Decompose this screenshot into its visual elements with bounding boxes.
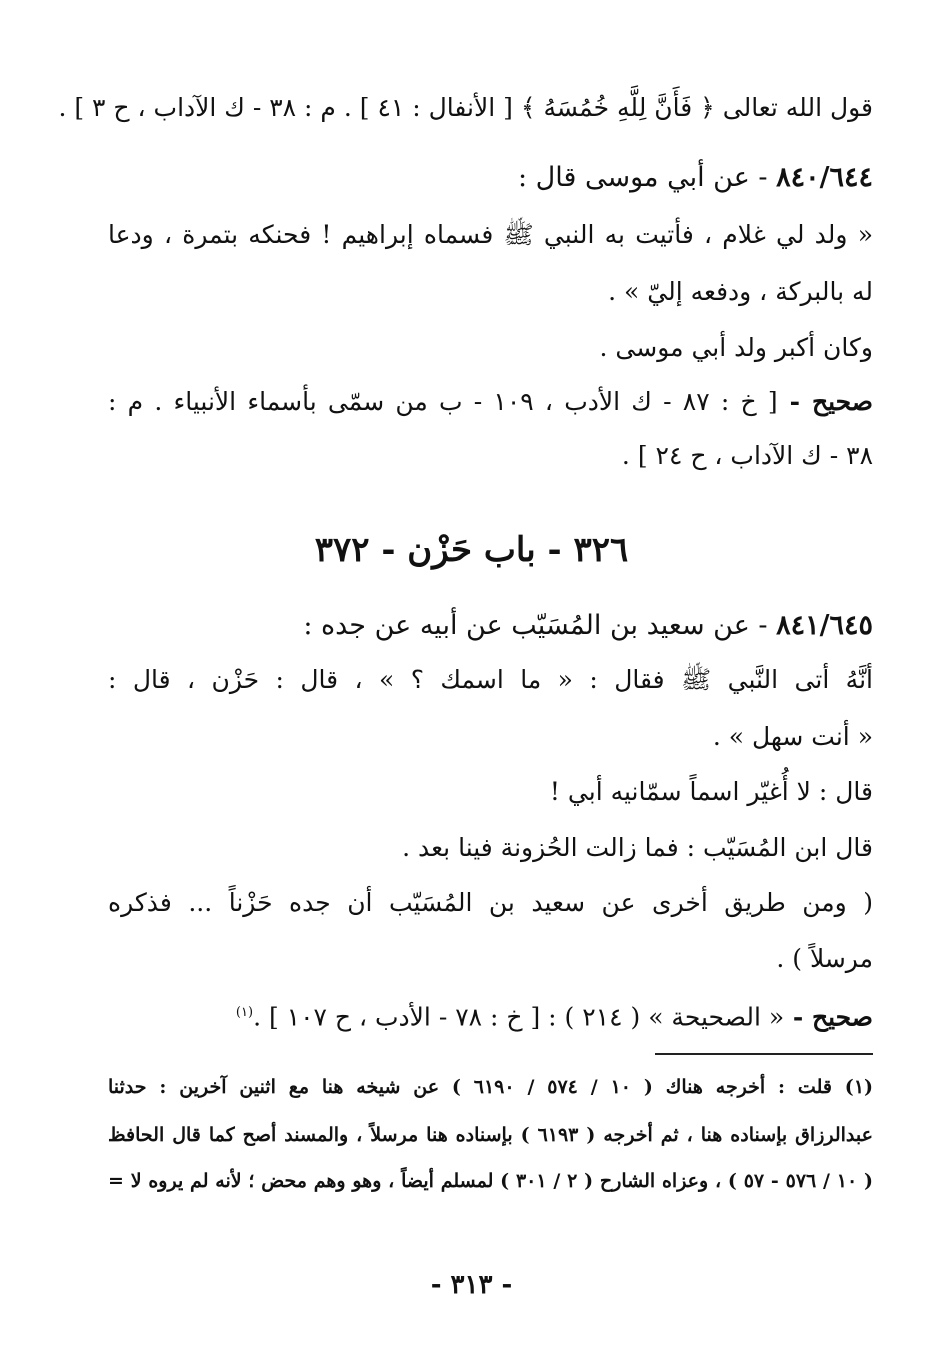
text-line-14: مرسلاً ) .: [776, 944, 873, 973]
text-line-5: وكان أكبر ولد أبي موسى .: [599, 333, 873, 362]
footnote-divider: [655, 1053, 873, 1055]
footnote-line-1: (١) قلت : أخرجه هناك ( ١٠ / ٥٧٤ / ٦١٩٠ ) عن شيخه هنا مع اثنين آخرين : حدثنا: [108, 1076, 874, 1098]
text-line-7: ٣٨ - ك الآداب ، ح ٢٤ ] .: [621, 441, 873, 470]
hadith-644-narrator: - عن أبي موسى قال :: [517, 162, 777, 193]
grading-reference: [ خ : ٨٧ - ك الأدب ، ١٠٩ - ب من سمّى بأسماء الأنبياء . م :: [108, 387, 778, 416]
text-line-12: قال ابن المُسَيّب : فما زالت الحُزونة فينا بعد .: [402, 833, 873, 862]
grading-label: صحيح -: [784, 1002, 873, 1032]
hadith-645-number: ٨٤١/٦٤٥: [776, 610, 873, 641]
grading-line-644: [108, 382, 873, 422]
text-line-3: « ولد لي غلام ، فأتيت به النبي ﷺ فسماه إبراهيم ! فحنكه بتمرة ، ودعا: [108, 220, 873, 249]
hadith-645-header: [108, 606, 873, 646]
hadith-644-number: ٨٤٠/٦٤٤: [776, 162, 873, 193]
footnote-line-3: ( ١٠ / ٥٧٦ - ٥٧ ) ، وعزاه الشارح ( ٢ / ٣٠١ ) لمسلم أيضاً ، وهو وهم محض ؛ لأنه لم يروه لا =: [108, 1170, 873, 1192]
grading-line-645: [108, 993, 873, 1037]
footnote-marker: (١): [235, 1005, 254, 1020]
chapter-heading: ٣٢٦ - باب حَزْن - ٣٧٢: [314, 530, 629, 570]
text-line-9: أنَّهُ أتى النَّبي ﷺ فقال : « ما اسمك ؟ » ، قال : حَزْن ، قال :: [108, 665, 873, 694]
grading-label: صحيح -: [777, 387, 873, 416]
text-line-1: قول الله تعالى ﴿ فَأَنَّ لِلَّهِ خُمُسَهُ ﴾ [ الأنفال : ٤١ ] . م : ٣٨ - ك الآداب ، ح ٣ ] .: [58, 93, 873, 122]
text-line-10: « أنت سهل » .: [712, 722, 873, 751]
hadith-645-narrator: - عن سعيد بن المُسَيّب عن أبيه عن جده :: [303, 610, 777, 641]
text-line-4: له بالبركة ، ودفعه إليّ » .: [608, 277, 873, 306]
text-line-11: قال : لا أُغيّر اسماً سمّانيه أبي !: [549, 777, 873, 806]
grading-reference: « الصحيحة » ( ٢١٤ ) : [ خ : ٧٨ - الأدب ، ح ١٠٧ ] .: [253, 1002, 785, 1032]
hadith-644-header: [108, 158, 873, 198]
footnote-line-2: عبدالرزاق بإسناده هنا ، ثم أخرجه ( ٦١٩٣ ) بإسناده هنا مرسلاً ، والمسند أصح كما قال الحافظ: [108, 1124, 873, 1146]
text-line-13: ( ومن طريق أخرى عن سعيد بن المُسَيّب أن جده حَزْناً ... فذكره: [108, 888, 873, 917]
page-number: - ٣١٣ -: [430, 1270, 513, 1300]
